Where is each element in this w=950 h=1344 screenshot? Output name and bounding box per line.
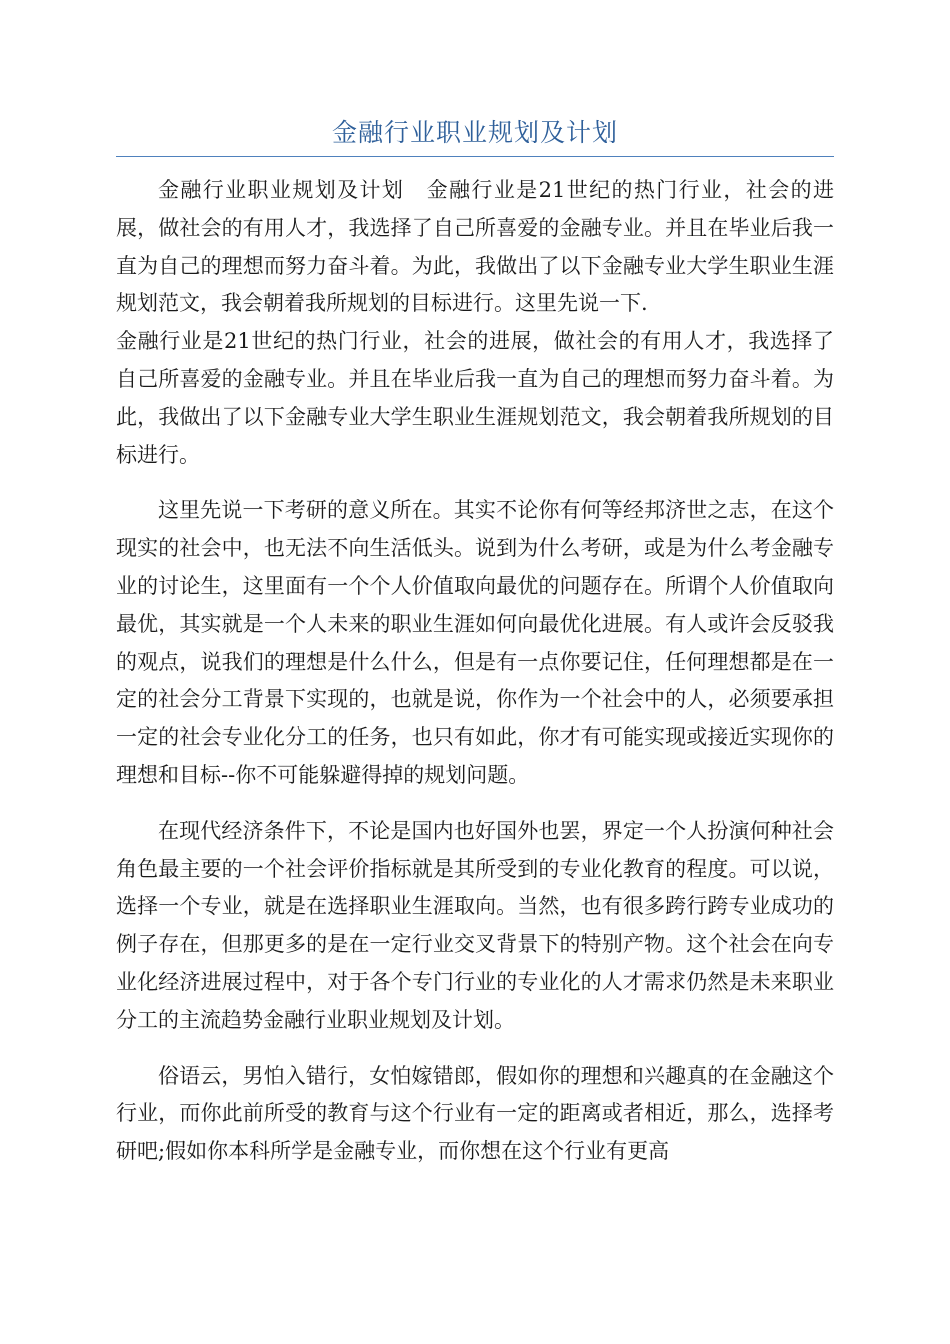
title-block [116,112,834,157]
paragraph-intro: 金融行业职业规划及计划 金融行业是21世纪的热门行业，社会的进展，做社会的有用人才，我选择了自己所喜爱的金融专业。并且在毕业后我一直为自己的理想而努力奋斗着。为此，我做出了以下金融专业大学生职业生涯规划范文，我会朝着我所规划的目标进行。这里先说一下. [116,178,834,316]
paragraph-intro-repeat: 金融行业是21世纪的热门行业，社会的进展，做社会的有用人才，我选择了自己所喜爱的金融专业。并且在毕业后我一直为自己的理想而努力奋斗着。为此，我做出了以下金融专业大学生职业生涯规划范文，我会朝着我所规划的目标进行。 [116,329,834,467]
paragraph-graduate-study: 这里先说一下考研的意义所在。其实不论你有何等经邦济世之志，在这个现实的社会中，也无法不向生活低头。说到为什么考研，或是为什么考金融专业的讨论生，这里面有一个个人价值取向最优的问题存在。所谓个人价值取向最优，其实就是一个人未来的职业生涯如何向最优化进展。有人或许会反驳我的观点，说我们的理想是什么什么，但是有一点你要记住，任何理想都是在一定的社会分工背景下实现的，也就是说，你作为一个社会中的人，必须要承担一定的社会专业化分工的任务，也只有如此，你才有可能实现或接近实现你的理想和目标--你不可能躲避得掉的规划问题。 [116,498,834,787]
page-title: 金融行业职业规划及计划 [331,118,618,147]
paragraph-proverb: 俗语云，男怕入错行，女怕嫁错郎，假如你的理想和兴趣真的在金融这个行业，而你此前所受的教育与这个行业有一定的距离或者相近，那么，选择考研吧;假如你本科所学是金融专业，而你想在这个行业有更高 [116,1063,834,1164]
paragraph-specialization: 在现代经济条件下，不论是国内也好国外也罢，界定一个人扮演何种社会角色最主要的一个社会评价指标就是其所受到的专业化教育的程度。可以说，选择一个专业，就是在选择职业生涯取向。当然，也有很多跨行跨专业成功的例子存在，但那更多的是在一定行业交叉背景下的特别产物。这个社会在向专业化经济进展过程中，对于各个专门行业的专业化的人才需求仍然是未来职业分工的主流趋势金融行业职业规划及计划。 [116,818,834,1032]
document-body [116,172,834,1189]
